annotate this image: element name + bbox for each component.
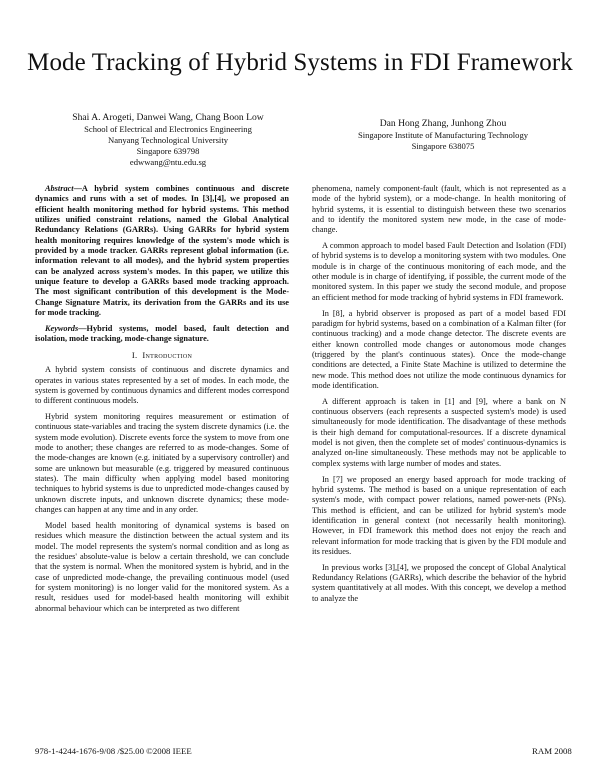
right-paragraph-1: phenomena, namely component-fault (fault, which is not represented as a mode of the hybrid system), or a mode-change. In health monitoring of hybrid systems, it is essential to distinguish between these two scenarios and to identify the monitored system new mode, in the case of mode-change.: [312, 184, 566, 235]
keywords-text: —Hybrid systems, model based, fault detection and isolation, mode tracking, mode-change signature.: [35, 323, 289, 344]
right-paragraph-2: A common approach to model based Fault Detection and Isolation (FDI) of hybrid systems is to develop a monitoring system with two modules. One module is in charge of the continuous monitoring of each mode, and the other module is in charge of identifying, if possible, the current mode of the monitored system. In this paper we study the second module, and propose an efficient method for mode tracking of hybrid systems in FDI framework.: [312, 241, 566, 302]
left-column: [35, 184, 289, 619]
right-paragraph-6: In previous works [3],[4], we proposed the concept of Global Analytical Redundancy Relations (GARRs), which describe the behavior of the hybrid system quantitatively at all modes. With this concept, we develop a method to analyze the: [312, 562, 566, 603]
intro-paragraph-2: Hybrid system monitoring requires measurement or estimation of continuous state-variables and tracing the system discrete dynamics (i.e. the system mode evolution). Discrete events force the system to move from one mode to another; these changes are referred to as mode-changes. Some of the mode-changes are known (e.g. initiated by a supervisory controller) and some are unknown but measurable (e.g. triggered by measured continuous states). The main difficulty when applying model based monitoring techniques to hybrid systems is due to unpredicted mode-changes caused by unknown discrete inputs, and unknown discrete dynamics; these mode-changes can happen at any time and in any order.: [35, 412, 289, 515]
right-column: [312, 184, 566, 609]
right-paragraph-5: In [7] we proposed an energy based approach for mode tracking of hybrid systems. The method is based on a unique representation of each system's mode, with compact power relations, named power-nets (PNs). This method is efficient, and can be utilized for hybrid system's mode identification in general context (not necessarily health monitoring). However, in FDI framework this method does not enjoy the reach and relevant information for mode tracking that is given by the FDI module and its residues.: [312, 474, 566, 556]
section-title: Introduction: [142, 349, 193, 360]
author-block-left: [44, 111, 292, 168]
affiliation-school: School of Electrical and Electronics Engineering: [84, 124, 252, 134]
author-email: edwwang@ntu.edu.sg: [129, 157, 207, 167]
intro-paragraph-3: Model based health monitoring of dynamical systems is based on residues which measure the distinction between the actual system and its model. The model represents the system's normal condition and as long as the residues' absolute-value is below a certain threshold, we can conclude that the system is normal. When the monitored system is hybrid, and in the case of unpredicted mode-change, the prevailing continuous model (used for system monitoring) is no longer valid for the monitored system. As a result, residues used for model-based health monitoring will exhibit abnormal behaviour which can be interpreted as two different: [35, 520, 289, 613]
affiliation-institute: Singapore Institute of Manufacturing Technology: [357, 130, 529, 140]
section-number: I.: [131, 349, 138, 360]
affiliation-university: Nanyang Technological University: [108, 135, 228, 145]
paper-title: Mode Tracking of Hybrid Systems in FDI Framework: [27, 49, 573, 76]
abstract-text: —A hybrid system combines continuous and discrete dynamics and runs with a set of modes. In [3],[4], we proposed an efficient health monitoring method for hybrid systems. This method utilizes unified constraint relations, named the Global Analytical Redundancy Relations (GARRs). Using GARRs for hybrid system health monitoring requires knowledge of the system's mode which is provided by a mode tracker. GARRs represent global information (i.e. information relevant to all modes), and the hybrid system properties can be analyzed across system's modes. In this paper, we utilize this unique feature to develop a GARRs based mode tracking approach. The most significant contribution of this development is the Mode-Change Signature Matrix, its derivation from the GARRs and its use for mode tracking.: [35, 184, 289, 318]
author-block-right: [318, 117, 568, 152]
footer-conference: RAM 2008: [532, 746, 572, 756]
keywords-label: Keywords: [45, 323, 79, 333]
affiliation-location-right: Singapore 638075: [411, 141, 475, 151]
author-names-left: Shai A. Arogeti, Danwei Wang, Chang Boon Low: [72, 112, 264, 123]
section-heading-introduction: [35, 350, 289, 360]
abstract: [35, 184, 289, 318]
keywords: [35, 324, 289, 345]
footer-copyright: 978-1-4244-1676-9/08 /$25.00 ©2008 IEEE: [35, 746, 192, 756]
abstract-label: Abstract: [45, 184, 74, 193]
affiliation-location-left: Singapore 639798: [136, 146, 200, 156]
right-paragraph-4: A different approach is taken in [1] and [9], where a bank on N continuous observers (each represents a suspected system's mode) is used simultaneously for mode identification. The disadvantage of these methods is their high demand for computational-resources. If a discrete dynamical model is not given, then the complete set of modes' continuous-dynamics is analyzed on-line simultaneously. These methods may not be applicable to complex systems with large number of modes and states.: [312, 396, 566, 468]
intro-paragraph-1: A hybrid system consists of continuous and discrete dynamics and operates in various states represented by a set of modes. In each mode, the system is governed by continuous dynamics and different modes correspond to different continuous models.: [35, 365, 289, 406]
right-paragraph-3: In [8], a hybrid observer is proposed as part of a model based FDI paradigm for hybrid systems, based on a combination of a Kalman filter (for continuous tracking) and a mode change detector. The discrete events are either known controlled mode changes or autonomous mode changes (triggered by the plant's continuous states). Once the mode-change conditions are detected, a Finite State Machine is utilized to determine the new mode. This method does not utilize the mode continuous dynamics for mode identification.: [312, 308, 566, 390]
author-names-right: Dan Hong Zhang, Junhong Zhou: [379, 118, 507, 129]
